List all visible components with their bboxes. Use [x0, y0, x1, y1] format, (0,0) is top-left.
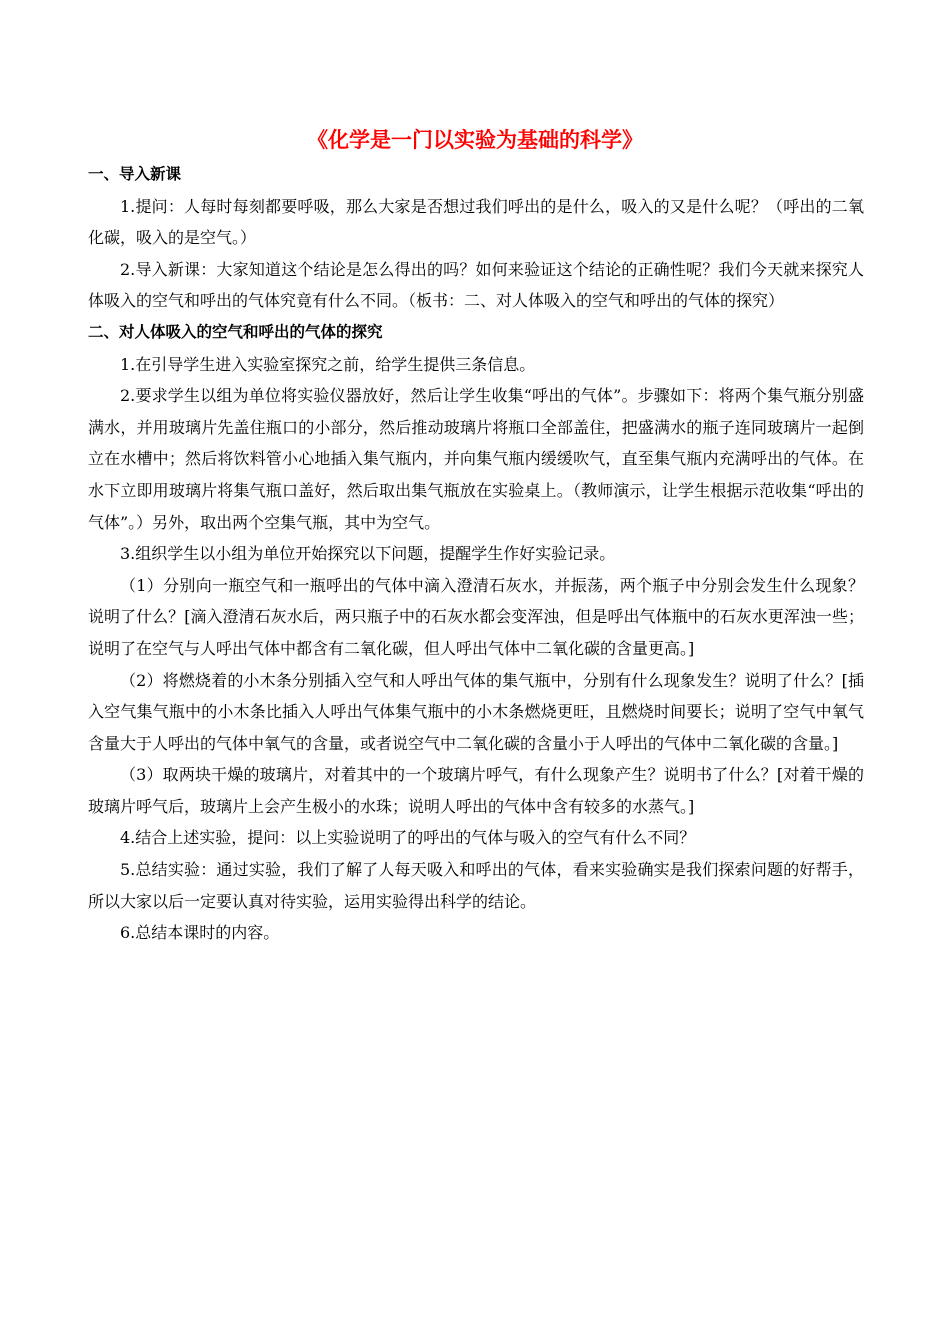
- paragraph: 2.要求学生以组为单位将实验仪器放好，然后让学生收集“呼出的气体”。步骤如下：将两个集气瓶分别盛满水，并用玻璃片先盖住瓶口的小部分，然后推动玻璃片将瓶口全部盖住，把盛满水的瓶子连同玻璃片一起倒立在水槽中；然后将饮料管小心地插入集气瓶内，并向集气瓶内缓缓吹气，直至集气瓶内充满呼出的气体。在水下立即用玻璃片将集气瓶口盖好，然后取出集气瓶放在实验桌上。（教师演示，让学生根据示范收集“呼出的气体”。）另外，取出两个空集气瓶，其中为空气。: [88, 386, 864, 532]
- paragraph: 1.提问：人每时每刻都要呼吸，那么大家是否想过我们呼出的是什么，吸入的又是什么呢？（呼出的二氧化碳，吸入的是空气。）: [88, 196, 864, 248]
- section-inquiry: [88, 317, 864, 949]
- paragraph: 1.在引导学生进入实验室探究之前，给学生提供三条信息。: [120, 354, 536, 374]
- section-intro: [88, 159, 864, 317]
- paragraph: （3）取两块干燥的玻璃片，对着其中的一个玻璃片呼气，有什么现象产生？说明书了什么？[对着干燥的玻璃片呼气后，玻璃片上会产生极小的水珠；说明人呼出的气体中含有较多的水蒸气。]: [88, 765, 864, 816]
- document-title: 《化学是一门以实验为基础的科学》: [307, 128, 643, 152]
- paragraph: （1）分别向一瓶空气和一瓶呼出的气体中滴入澄清石灰水，并振荡，两个瓶子中分别会发生什么现象？说明了什么？[滴入澄清石灰水后，两只瓶子中的石灰水都会变浑浊，但是呼出气体瓶中的石灰水更浑浊一些；说明了在空气与人呼出气体中都含有二氧化碳，但人呼出气体中二氧化碳的含量更高。]: [88, 575, 864, 658]
- paragraph: 3.组织学生以小组为单位开始探究以下问题，提醒学生作好实验记录。: [120, 544, 616, 564]
- section-heading: 一、导入新课: [88, 165, 182, 183]
- paragraph: （2）将燃烧着的小木条分别插入空气和人呼出气体的集气瓶中，分别有什么现象发生？说明了什么？[插入空气集气瓶中的小木条比插入人呼出气体集气瓶中的小木条燃烧更旺，且燃烧时间要长；说明了空气中氧气含量大于人呼出的气体中氧气的含量，或者说空气中二氧化碳的含量小于人呼出的气体中二氧化碳的含量。]: [88, 670, 864, 753]
- paragraph: 4.结合上述实验，提问：以上实验说明了的呼出的气体与吸入的空气有什么不同？: [120, 828, 696, 848]
- paragraph: 2.导入新课：大家知道这个结论是怎么得出的吗？如何来验证这个结论的正确性呢？我们今天就来探究人体吸入的空气和呼出的气体究竟有什么不同。（板书：二、对人体吸入的空气和呼出的气体的探究）: [88, 259, 864, 311]
- section-heading: 二、对人体吸入的空气和呼出的气体的探究: [88, 322, 383, 341]
- document-body: [88, 159, 864, 949]
- paragraph: 6.总结本课时的内容。: [120, 923, 280, 943]
- paragraph: 5.总结实验：通过实验，我们了解了人每天吸入和呼出的气体，看来实验确实是我们探索问题的好帮手，所以大家以后一定要认真对待实验，运用实验得出科学的结论。: [88, 860, 864, 911]
